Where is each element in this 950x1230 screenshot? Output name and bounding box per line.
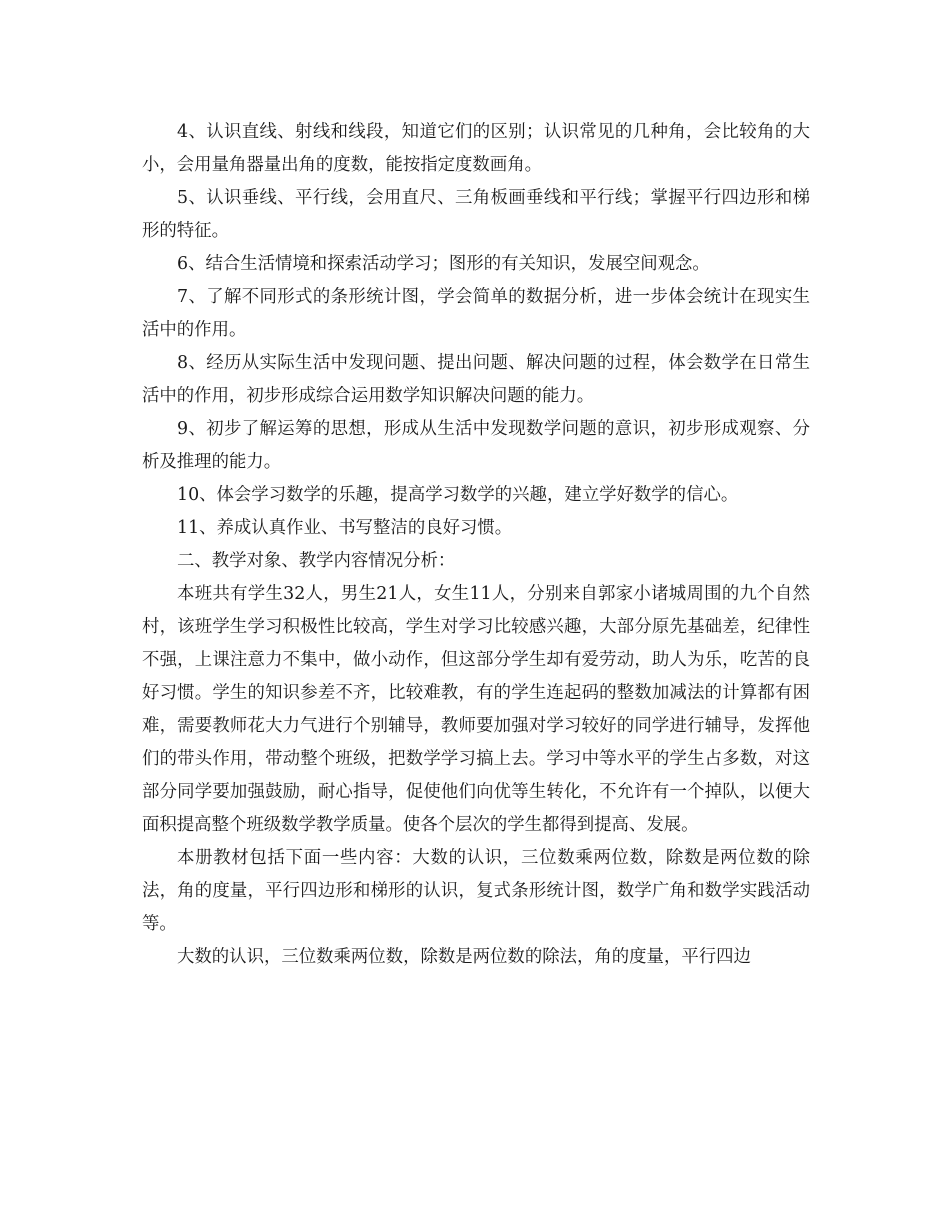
paragraph-goal-4: 4、认识直线、射线和线段，知道它们的区别；认识常见的几种角，会比较角的大小，会用量角器量出角的度数，能按指定度数画角。 [142, 122, 810, 175]
paragraph-goal-11: 11、养成认真作业、书写整洁的良好习惯。 [177, 518, 513, 538]
paragraph-goal-6: 6、结合生活情境和探索活动学习；图形的有关知识，发展空间观念。 [177, 254, 710, 274]
paragraph-goal-10: 10、体会学习数学的乐趣，提高学习数学的兴趣，建立学好数学的信心。 [177, 485, 739, 505]
paragraph-goal-9: 9、初步了解运筹的思想，形成从生活中发现数学问题的意识，初步形成观察、分析及推理的能力。 [142, 419, 810, 472]
paragraph-goal-8: 8、经历从实际生活中发现问题、提出问题、解决问题的过程，体会数学在日常生活中的作用，初步形成综合运用数学知识解决问题的能力。 [142, 353, 810, 406]
paragraph-textbook-contents: 本册教材包括下面一些内容：大数的认识，三位数乘两位数，除数是两位数的除法，角的度量，平行四边形和梯形的认识，复式条形统计图，数学广角和数学实践活动等。 [142, 848, 810, 934]
paragraph-goal-5: 5、认识垂线、平行线，会用直尺、三角板画垂线和平行线；掌握平行四边形和梯形的特征。 [142, 188, 810, 241]
document-body [142, 116, 810, 974]
section-heading: 二、教学对象、教学内容情况分析： [177, 551, 456, 571]
paragraph-continued: 大数的认识，三位数乘两位数，除数是两位数的除法，角的度量，平行四边 [177, 947, 751, 967]
paragraph-goal-7: 7、了解不同形式的条形统计图，学会简单的数据分析，进一步体会统计在现实生活中的作用。 [142, 287, 810, 340]
paragraph-class-analysis: 本班共有学生32人，男生21人，女生11人，分别来自郭家小诸城周围的九个自然村，该班学生学习积极性比较高，学生对学习比较感兴趣，大部分原先基础差，纪律性不强，上课注意力不集中，做小动作，但这部分学生却有爱劳动，助人为乐，吃苦的良好习惯。学生的知识参差不齐，比较难教，有的学生连起码的整数加减法的计算都有困难，需要教师花大力气进行个别辅导，教师要加强对学习较好的同学进行辅导，发挥他们的带头作用，带动整个班级，把数学学习搞上去。学习中等水平的学生占多数，对这部分同学要加强鼓励，耐心指导，促使他们向优等生转化，不允许有一个掉队，以便大面积提高整个班级数学教学质量。使各个层次的学生都得到提高、发展。 [142, 584, 810, 835]
